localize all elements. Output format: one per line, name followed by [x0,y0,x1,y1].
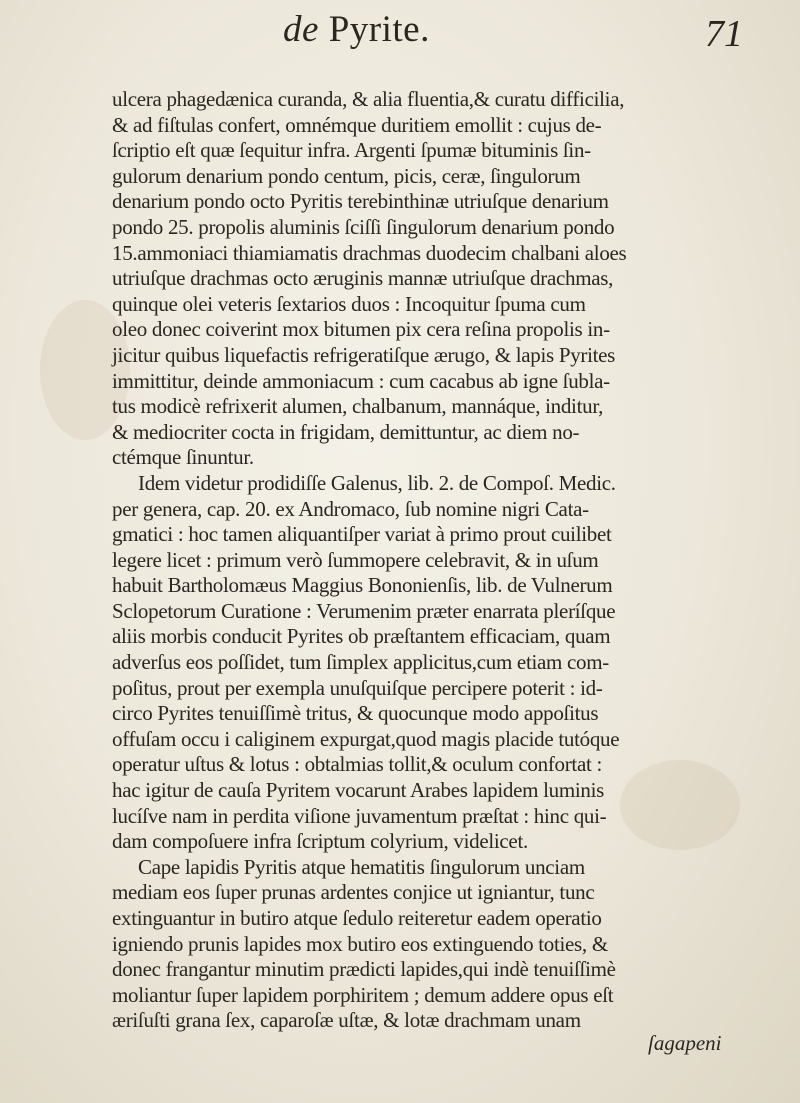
text-line: gmatici : hoc tamen aliquantiſper variat à primo prout cuilibet [112,522,612,547]
page-number: 71 [705,13,743,55]
text-line: ulcera phagedænica curanda, & alia fluentia,& curatu difficilia, [112,87,625,111]
running-title-prefix: de [283,9,319,50]
text-line: jicitur quibus liquefactis refrigeratiſque ærugo, & lapis Pyrites [112,342,616,367]
text-line: tus modicè refrixerit alumen, chalbanum, mannáque, inditur, [112,394,604,419]
text-line: immittitur, deinde ammoniacum : cum cacabus ab igne ſubla- [112,368,610,393]
text-line: per genera, cap. 20. ex Andromaco, ſub nomine nigri Cata- [112,496,589,521]
text-line: gulorum denarium pondo centum, picis, ceræ, ſingulorum [112,163,581,188]
page-header [0,6,800,56]
text-line: & ad fiſtulas confert, omnémque duritiem emollit : cujus de- [112,112,602,137]
text-line: quinque olei veteris ſextarios duos : Incoquitur ſpuma cum [112,291,586,316]
text-line: circo Pyrites tenuiſſimè tritus, & quocunque modo appoſitus [112,701,599,726]
text-line: donec frangantur minutim prædicti lapides,qui indè tenuiſſimè [112,957,616,982]
text-line: operatur uſtus & lotus : obtalmias tollit,& oculum confortat : [112,752,602,777]
text-line: æriſuſti grana ſex, caparoſæ uſtæ, & lotæ drachmam unam [112,1008,581,1033]
text-line: Sclopetorum Curatione : Verumenim præter enarrata pleríſque [112,598,616,623]
text-line: habuit Bartholomæus Maggius Bononienſis, lib. de Vulnerum [112,573,613,598]
text-line: moliantur ſuper lapidem porphiritem ; demum addere opus eſt [112,982,614,1007]
text-line: denarium pondo octo Pyritis terebinthinæ utriuſque denarium [112,189,609,214]
text-line: ſcriptio eſt quæ ſequitur infra. Argenti ſpumæ bituminis ſin- [112,138,591,163]
running-title-main: Pyrite. [328,9,430,50]
text-line: extinguantur in butiro atque ſedulo reiteretur eadem operatio [112,906,602,930]
text-line: hac igitur de cauſa Pyritem vocarunt Arabes lapidem luminis [112,778,604,803]
paragraph-start-line: Cape lapidis Pyritis atque hematitis ſingulorum unciam [138,854,585,879]
text-line: oleo donec coiverint mox bitumen pix cera reſina propolis in- [112,317,610,342]
text-line: pondo 25. propolis aluminis ſciſſi ſingulorum denarium pondo [112,214,615,239]
text-line: offuſam occu i caliginem expurgat,quod magis placide tutóque [112,726,620,751]
catchword: ſagapeni [648,1031,722,1055]
running-title [283,8,430,51]
text-line: utriuſque drachmas octo æruginis mannæ utriuſque drachmas, [112,266,614,291]
text-line: legere licet : primum verò ſummopere celebravit, & in uſum [112,547,599,572]
text-line: & mediocriter cocta in frigidam, demittuntur, ac diem no- [112,419,580,444]
text-line: poſitus, prout per exempla unuſquiſque percipere poterit : id- [112,675,603,700]
text-line: dam compoſuere infra ſcriptum colyrium, videlicet. [112,829,528,854]
text-line: lucíſve nam in perdita viſione juvamentum præſtat : hinc qui- [112,803,607,828]
text-line: ctémque ſinuntur. [112,445,254,470]
text-line: adverſus eos poſſidet, tum ſimplex applicitus,cum etiam com- [112,650,609,675]
text-line: 15.ammoniaci thiamiamatis drachmas duodecim chalbani aloes [112,240,627,265]
text-line: igniendo prunis lapides mox butiro eos extinguendo toties, & [112,931,608,956]
text-line: mediam eos ſuper prunas ardentes conjice ut igniantur, tunc [112,880,595,905]
text-line: aliis morbis conducit Pyrites ob præſtantem efficaciam, quam [112,624,611,649]
paragraph-start-line: Idem videtur prodidiſſe Galenus, lib. 2. de Compoſ. Medic. [138,470,616,495]
body-text [112,87,752,1034]
